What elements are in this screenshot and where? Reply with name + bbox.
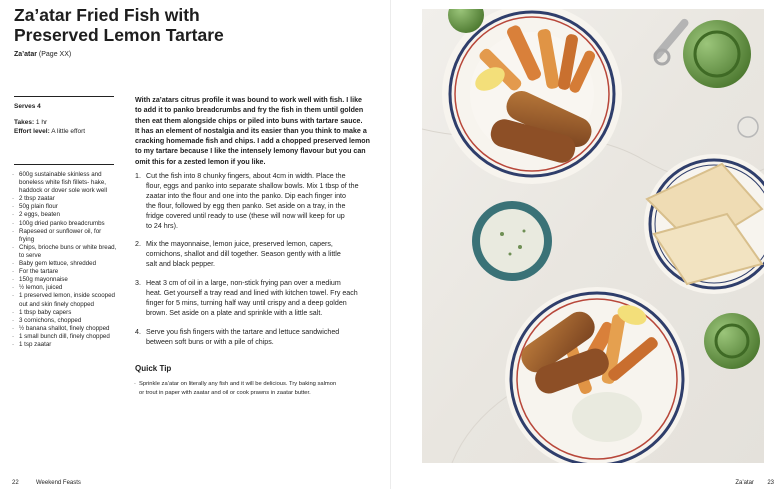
bottle-top-right — [683, 20, 751, 88]
step-number: 4. — [135, 327, 141, 336]
ingredient: · 2 tbsp zaatar — [12, 195, 118, 203]
intro-line: It has an element of nostalgia and its easier than you think to make a — [135, 126, 367, 135]
intro-line: to my tartare because I like the intensely lemony flavour but you can — [135, 147, 366, 156]
takes-label: Takes: — [14, 119, 35, 126]
effort-label: Effort level: — [14, 128, 50, 135]
step-line: Cut the fish into 8 chunky fingers, about 4cm in width. Place the — [146, 172, 346, 180]
book-title-footer: Weekend Feasts — [36, 480, 81, 486]
step-number: 3. — [135, 279, 141, 288]
ingredient: · 3 cornichons, chopped — [12, 317, 118, 325]
step-line: brown. Set aside on a plate and sprinkle with a little salt. — [146, 308, 323, 317]
ingredient: · 1 tbsp baby capers — [12, 309, 118, 317]
step-line: zaatar into the flour and one into the panko. Dip each finger into — [146, 191, 346, 200]
intro-line: cracking homemade fish and chips. I add a chopped preserved lemon — [135, 137, 370, 146]
step-line: between soft buns or with a pile of chips. — [146, 337, 274, 346]
ingredient: · 100g dried panko breadcrumbs — [12, 220, 118, 228]
page-number-right: 23 — [767, 480, 774, 486]
method-step — [135, 240, 370, 270]
ingredient: · 1 tsp zaatar — [12, 341, 118, 349]
recipe-introduction — [135, 95, 368, 167]
ingredient-list — [12, 171, 118, 349]
quick-tip-text — [139, 380, 371, 397]
intro-line: then eat them alongside chips or piled into buns with tartare sauce. — [135, 116, 363, 125]
tip-line: · Sprinkle za’atar on literally any fish and it will be delicious. Try baking salmon — [139, 381, 337, 387]
intro-line: to add it to panko breadcrumbs and fry the fish in them until golden — [135, 106, 364, 115]
method-step — [135, 328, 370, 348]
ingredient: · 600g sustainable skinless and boneless white fish fillets- hake, haddock or dover sole work well — [12, 171, 118, 195]
step-line: flour, eggs and panko into separate shallow bowls. Mix 1 tbsp of the — [146, 181, 359, 190]
step-line: salt and black pepper. — [146, 260, 216, 269]
step-line: cornichons, shallot and dill together. Season gently with a little — [146, 250, 341, 259]
recipe-title-line: Za’atar Fried Fish with — [14, 5, 200, 25]
step-line: Serve you fish fingers with the tartare and lettuce sandwiched — [146, 327, 340, 336]
ingredient: · 50g plain flour — [12, 203, 118, 211]
source-reference — [14, 51, 71, 58]
method-steps — [135, 172, 370, 357]
ingredient: · ½ lemon, juiced — [12, 284, 118, 292]
divider — [14, 164, 114, 165]
step-line: finger for 5 mins, turning half way until crispy and a deep golden — [146, 298, 347, 307]
step-line: Mix the mayonnaise, lemon juice, preserved lemon, capers, — [146, 240, 333, 249]
ingredient: · 1 preserved lemon, inside scooped out and skin finely chopped — [12, 292, 118, 308]
method-step — [135, 279, 370, 319]
bottle-cap — [738, 117, 758, 137]
time-required — [14, 119, 47, 126]
ingredient: · For the tartare — [12, 268, 118, 276]
step-line: heat. Get yourself a tray read and lined with kitchen towel. Fry each — [146, 289, 358, 298]
step-number: 1. — [135, 172, 141, 180]
tartare-dollop — [572, 392, 642, 442]
source-reference-page: (Page XX) — [36, 51, 72, 58]
method-step — [135, 172, 370, 231]
ingredient: · Rapeseed or sunflower oil, for frying — [12, 228, 118, 244]
serves: Serves 4 — [14, 103, 41, 110]
ingredient: · Chips, brioche buns or white bread, to serve — [12, 244, 118, 260]
intro-line: With za’atars citrus profile it was bound to work well with fish. I like — [135, 96, 362, 104]
source-reference-bold: Za’atar — [14, 51, 37, 58]
effort-value: A little effort — [49, 128, 86, 135]
quick-tip-heading: Quick Tip — [135, 364, 172, 373]
step-number: 2. — [135, 240, 141, 249]
tartare-bowl — [472, 201, 552, 281]
divider — [14, 96, 114, 97]
takes-value: 1 hr — [34, 119, 48, 126]
bottle-bottom-right — [704, 313, 760, 369]
step-line: to 24 hrs). — [146, 221, 178, 230]
effort-level — [14, 128, 85, 135]
chapter-footer: Za’atar — [735, 480, 754, 486]
right-page — [391, 0, 781, 489]
food-photo — [422, 9, 764, 463]
recipe-title — [14, 5, 234, 45]
ingredient: · 1 small bunch dill, finely chopped — [12, 333, 118, 341]
ingredient: · Baby gem lettuce, shredded — [12, 260, 118, 268]
ingredient: · 150g mayonnaise — [12, 276, 118, 284]
step-line: the flour, followed by egg then panko. Set aside on a tray, in the — [146, 201, 346, 210]
page-number-left: 22 — [12, 480, 19, 486]
recipe-title-line: Preserved Lemon Tartare — [14, 25, 224, 45]
ingredient: · ½ banana shallot, finely chopped — [12, 325, 118, 333]
ingredient: · 2 eggs, beaten — [12, 211, 118, 219]
step-line: fridge covered until ready to use (these will now will keep for up — [146, 211, 345, 220]
step-line: Heat 3 cm of oil in a large, non-stick frying pan over a medium — [146, 279, 341, 288]
tip-line: or trout in paper with zaatar and oil or cook prawns in zaatar butter. — [139, 389, 311, 396]
intro-line: omit this for a zested lemon if you like. — [135, 157, 266, 166]
